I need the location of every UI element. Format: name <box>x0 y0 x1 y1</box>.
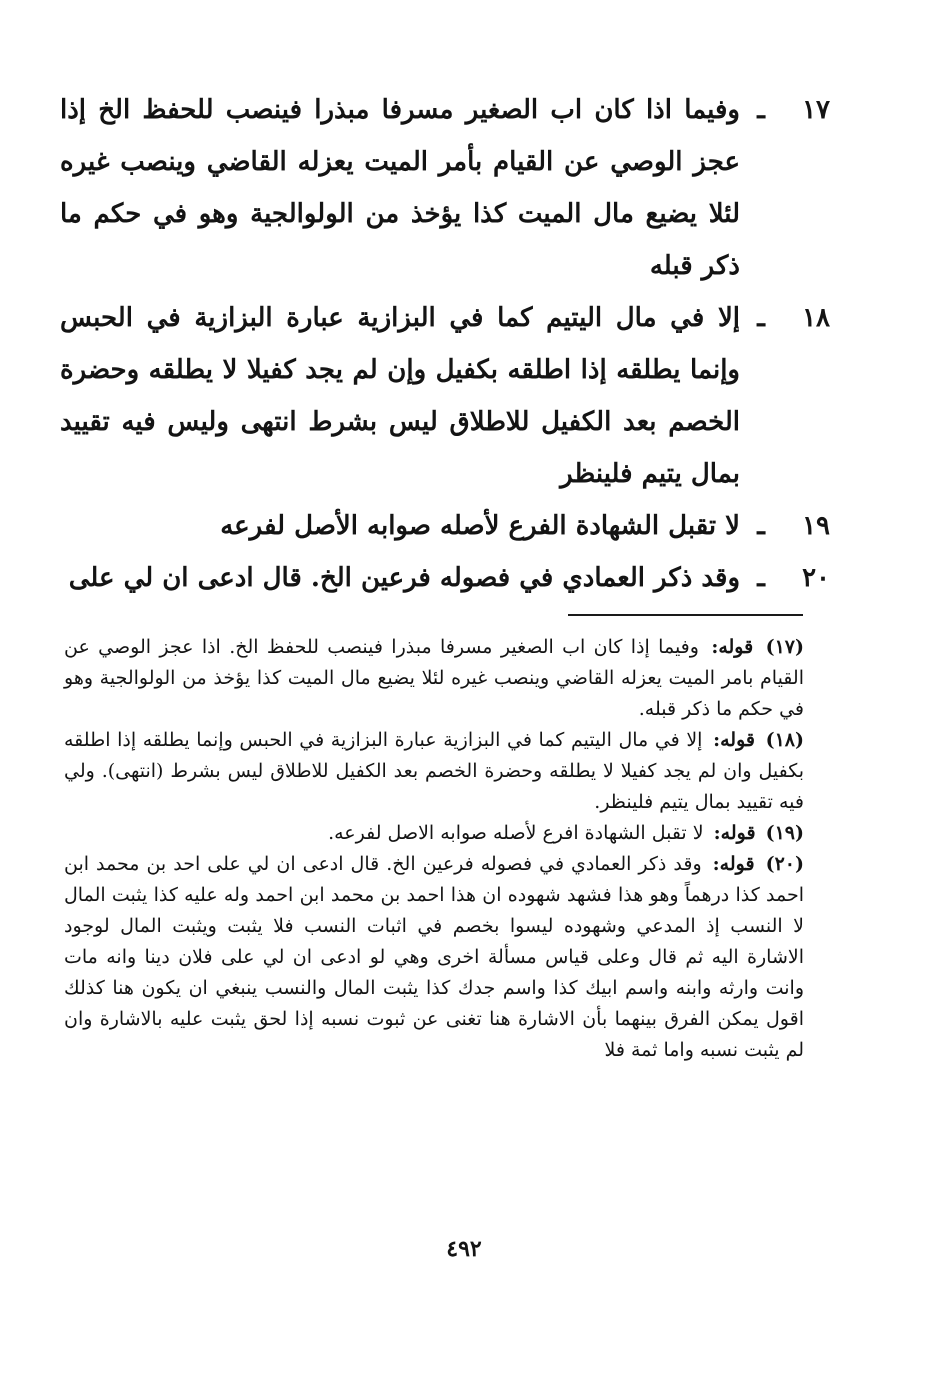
footnote-keyword: قوله: <box>711 636 754 658</box>
note-text: لا تقبل الشهادة الفرع لأصله صوابه الأصل لفرعه <box>220 511 740 541</box>
footnote-number: (١٧) <box>765 636 804 658</box>
footnote-number: (١٩) <box>765 822 804 844</box>
footnote-text: إلا في مال اليتيم كما في البزازية عبارة البزازية في الحبس وإنما يطلقه إذا اطلقه بكفيل وان لم يجد كفيلا لا يطلقه وحضرة الخصم بعد الكفيل للاطلاق ليس بشرط (انتهى). ولي فيه تقييد بمال يتيم فلينظر. <box>64 729 804 813</box>
note-number: ١٧ <box>802 95 830 125</box>
footnote-keyword: قوله: <box>712 853 755 875</box>
note-number: ١٩ <box>802 511 830 541</box>
footnote-20 <box>64 849 804 1066</box>
page-number: ٤٩٢ <box>446 1236 482 1262</box>
note-dash: ـ <box>757 563 765 593</box>
footnote-keyword: قوله: <box>713 822 756 844</box>
note-dash: ـ <box>757 95 765 125</box>
footnotes <box>64 632 804 1066</box>
main-note-20 <box>60 552 830 604</box>
note-dash: ـ <box>757 511 765 541</box>
footnote-number: (١٨) <box>765 729 804 751</box>
footnote-19 <box>64 818 804 849</box>
note-text: وفيما اذا كان اب الصغير مسرفا مبذرا فينصب للحفظ الخ إذا عجز الوصي عن القيام بأمر الميت يعزله القاضي وينصب غيره لئلا يضيع مال الميت كذا يؤخذ من الولوالجية وهو في حكم ما ذكر قبله <box>60 95 740 281</box>
footnote-17 <box>64 632 804 725</box>
footnote-text: وفيما إذا كان اب الصغير مسرفا مبذرا فينصب للحفظ الخ. اذا عجز الوصي عن القيام بامر الميت يعزله القاضي وينصب غيره لئلا يضيع مال الميت كذا يؤخذ من الولوالجية وهو في حكم ما ذكر قبله. <box>64 636 804 720</box>
main-note-19 <box>60 500 830 552</box>
main-note-18 <box>60 292 830 500</box>
footnote-text: لا تقبل الشهادة افرع لأصله صوابه الاصل لفرعه. <box>328 822 704 844</box>
main-note-17 <box>60 84 830 292</box>
note-dash: ـ <box>757 303 765 333</box>
footnote-keyword: قوله: <box>713 729 755 751</box>
note-text: إلا في مال اليتيم كما في البزازية عبارة البزازية في الحبس وإنما يطلقه إذا اطلقه بكفيل وإن لم يجد كفيلا لا يطلقه وحضرة الخصم بعد الكفيل للاطلاق ليس بشرط انتهى وليس فيه تقييد بمال يتيم فلينظر <box>60 303 740 489</box>
note-number: ٢٠ <box>802 563 830 593</box>
note-number: ١٨ <box>802 303 830 333</box>
footnote-number: (٢٠) <box>765 853 805 875</box>
footnote-separator <box>568 614 803 616</box>
note-text: وقد ذكر العمادي في فصوله فرعين الخ. قال ادعى ان لي على <box>68 563 740 593</box>
main-text <box>60 84 830 604</box>
footnote-18 <box>64 725 804 818</box>
footnote-text: وقد ذكر العمادي في فصوله فرعين الخ. قال ادعى ان لي على احد بن محمد ابن احمد كذا درهماً وهو هذا فشهد شهوده ان هذا احمد بن محمد ابن احمد وله عليه كذا يثبت المال لا النسب إذ المدعي وشهوده ليسوا بخصم في اثبات النسب فلا يثبت ويثبت المال لوجود الاشارة اليه ثم قال وعلى قياس مسألة اخرى وهي لو ادعى ان لي على فلان دينا وانه مات وانت وارثه وابنه واسم ابيك كذا واسم جدك كذا يثبت المال والنسب ينبغي ان يكون هنا كذلك اقول يمكن الفرق بينهما بأن الاشارة هنا تغنى عن ثبوت نسبه إذا لحق يثبت عليه بالاشارة وان لم يثبت نسبه واما ثمة فلا <box>64 853 804 1061</box>
